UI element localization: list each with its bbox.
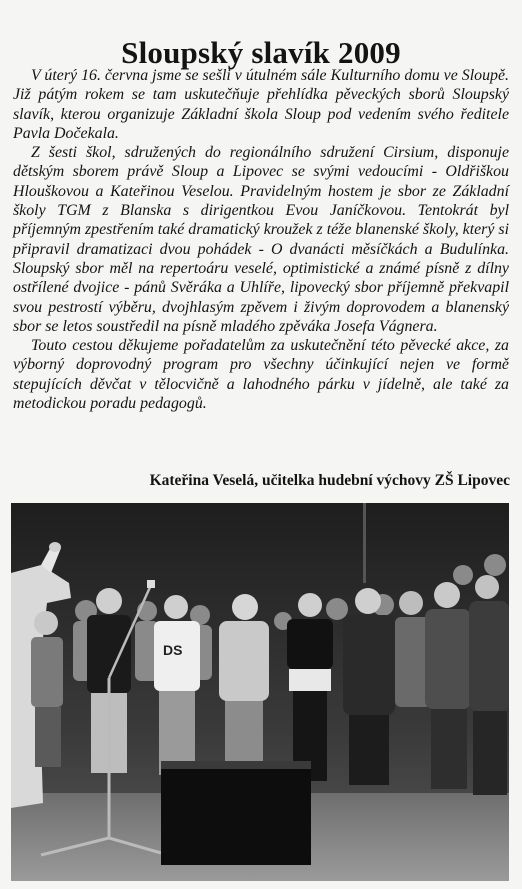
article-paragraph-2: Z šesti škol, sdružených do regionálního sdružení Cirsium, disponuje dětským sborem právě Sloup a Lipovec se svými vedoucími - Oldřiškou Hlouškovou a Kateřinou Veselou. Pravidelným hostem je sbor ze Základní školy TGM z Blanska s dirigentkou Evou Janíčkovou. Tentokrát byl příjemným zpestřením také dramatický kroužek z téže blanenské školy, který si připravil dramatizaci dvou pohádek - O dvanácti měsíčkách a Budulínka. Sloupský sbor měl na repertoáru veselé, optimistické a známé písně z dílny ostřílené dvojice - pánů Svěráka a Uhlíře, lipovecký sbor příjemně překvapil svou pestrostí výběru, dvojhlasým zpěvem i živým doprovodem a blanenský sbor se letos soustředil na písně mladého zpěváka Josefa Vágnera. (13, 144, 509, 335)
choir-photo (11, 503, 509, 881)
stage-speaker (161, 761, 311, 865)
choir-photo-illustration (11, 503, 509, 881)
article-byline: Kateřina Veselá, učitelka hudební výchovy ZŠ Lipovec (149, 472, 510, 489)
article-paragraph-3: Touto cestou děkujeme pořadatelům za uskutečnění této pěvecké akce, za výborný doprovodný program pro všechny účinkující nejen ve formě stepujících děvčat v tělocvičně a lahodného párku v jídelně, ale také za metodickou poradu pedagogů. (13, 337, 509, 413)
article-body (13, 66, 509, 413)
shirt-print: DS (163, 642, 183, 658)
article-paragraph-1: V úterý 16. června jsme se sešli v útulném sále Kulturního domu ve Sloupě. Již pátým rokem se tam uskutečňuje přehlídka pěveckých sborů Sloupský slavík, kterou organizuje Základní škola Sloup pod vedením svého ředitele Pavla Dočekala. (13, 67, 509, 142)
article-title: Sloupský slavík 2009 (121, 34, 401, 70)
